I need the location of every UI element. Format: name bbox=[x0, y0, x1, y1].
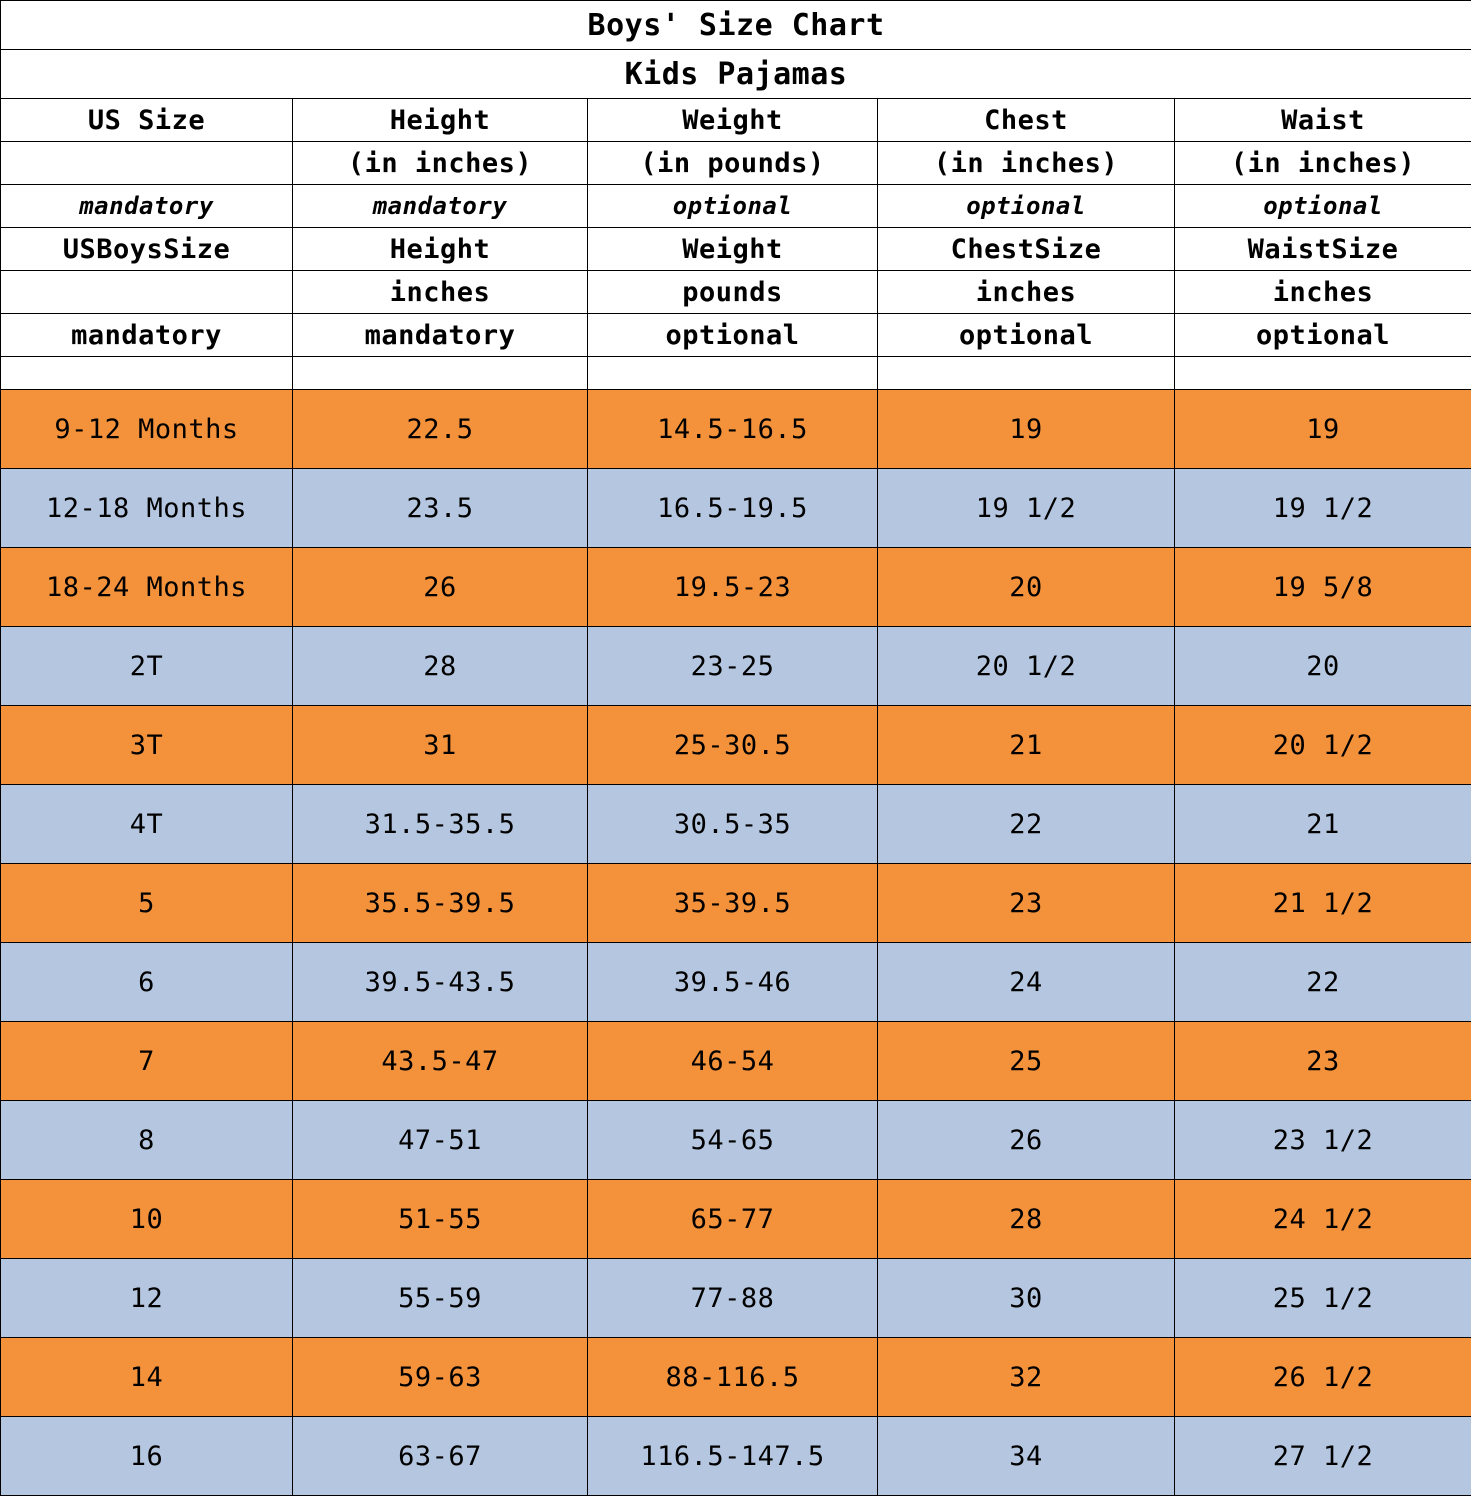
cell-height: 28 bbox=[293, 627, 588, 706]
cell-us-size: 8 bbox=[1, 1101, 293, 1180]
header-row-requirement-italic bbox=[1, 185, 1471, 228]
cell-weight: 65-77 bbox=[588, 1180, 878, 1259]
cell-chest: 19 bbox=[878, 390, 1175, 469]
spacer-cell bbox=[878, 357, 1175, 390]
cell-weight: 23-25 bbox=[588, 627, 878, 706]
cell-weight: 19.5-23 bbox=[588, 548, 878, 627]
cell-chest: 21 bbox=[878, 706, 1175, 785]
header-field-weight-unit: pounds bbox=[588, 271, 878, 314]
chart-subtitle-row bbox=[1, 50, 1471, 99]
cell-us-size: 12-18 Months bbox=[1, 469, 293, 548]
cell-us-size: 12 bbox=[1, 1259, 293, 1338]
table-row bbox=[1, 1338, 1471, 1417]
header-field-height-requirement: mandatory bbox=[293, 314, 588, 357]
cell-chest: 32 bbox=[878, 1338, 1175, 1417]
header-field-weight-requirement: optional bbox=[588, 314, 878, 357]
header-field-waistsize: WaistSize bbox=[1175, 228, 1471, 271]
header-field-chestsize-unit: inches bbox=[878, 271, 1175, 314]
header-field-waistsize-requirement: optional bbox=[1175, 314, 1471, 357]
size-rows-body bbox=[1, 390, 1471, 1496]
header-field-usboyssize-requirement: mandatory bbox=[1, 314, 293, 357]
header-row-field-units bbox=[1, 271, 1471, 314]
cell-weight: 14.5-16.5 bbox=[588, 390, 878, 469]
header-waist: Waist bbox=[1175, 99, 1471, 142]
table-row bbox=[1, 469, 1471, 548]
table-row bbox=[1, 627, 1471, 706]
header-weight: Weight bbox=[588, 99, 878, 142]
cell-waist: 23 bbox=[1175, 1022, 1471, 1101]
header-height-unit: (in inches) bbox=[293, 142, 588, 185]
chart-subtitle: Kids Pajamas bbox=[1, 50, 1471, 99]
cell-waist: 19 bbox=[1175, 390, 1471, 469]
spacer-cell bbox=[1175, 357, 1471, 390]
cell-waist: 19 5/8 bbox=[1175, 548, 1471, 627]
header-field-height: Height bbox=[293, 228, 588, 271]
spacer-row bbox=[1, 357, 1471, 390]
cell-chest: 20 bbox=[878, 548, 1175, 627]
cell-weight: 39.5-46 bbox=[588, 943, 878, 1022]
header-field-waistsize-unit: inches bbox=[1175, 271, 1471, 314]
spacer-cell bbox=[293, 357, 588, 390]
spacer-cell bbox=[588, 357, 878, 390]
cell-height: 23.5 bbox=[293, 469, 588, 548]
header-waist-unit: (in inches) bbox=[1175, 142, 1471, 185]
cell-height: 59-63 bbox=[293, 1338, 588, 1417]
cell-height: 35.5-39.5 bbox=[293, 864, 588, 943]
cell-us-size: 2T bbox=[1, 627, 293, 706]
cell-chest: 20 1/2 bbox=[878, 627, 1175, 706]
header-us-size-requirement: mandatory bbox=[1, 185, 293, 228]
header-field-height-unit: inches bbox=[293, 271, 588, 314]
cell-chest: 30 bbox=[878, 1259, 1175, 1338]
cell-us-size: 4T bbox=[1, 785, 293, 864]
table-row bbox=[1, 785, 1471, 864]
cell-waist: 27 1/2 bbox=[1175, 1417, 1471, 1496]
header-chest: Chest bbox=[878, 99, 1175, 142]
cell-waist: 24 1/2 bbox=[1175, 1180, 1471, 1259]
header-field-chestsize-requirement: optional bbox=[878, 314, 1175, 357]
cell-height: 47-51 bbox=[293, 1101, 588, 1180]
cell-us-size: 16 bbox=[1, 1417, 293, 1496]
header-field-weight: Weight bbox=[588, 228, 878, 271]
table-row bbox=[1, 390, 1471, 469]
header-field-chestsize: ChestSize bbox=[878, 228, 1175, 271]
cell-weight: 77-88 bbox=[588, 1259, 878, 1338]
chart-title-row bbox=[1, 1, 1471, 50]
table-row bbox=[1, 1259, 1471, 1338]
cell-us-size: 10 bbox=[1, 1180, 293, 1259]
cell-weight: 54-65 bbox=[588, 1101, 878, 1180]
cell-waist: 20 1/2 bbox=[1175, 706, 1471, 785]
table-row bbox=[1, 943, 1471, 1022]
header-weight-requirement: optional bbox=[588, 185, 878, 228]
cell-height: 63-67 bbox=[293, 1417, 588, 1496]
cell-us-size: 9-12 Months bbox=[1, 390, 293, 469]
cell-height: 55-59 bbox=[293, 1259, 588, 1338]
cell-height: 26 bbox=[293, 548, 588, 627]
cell-chest: 28 bbox=[878, 1180, 1175, 1259]
cell-weight: 25-30.5 bbox=[588, 706, 878, 785]
cell-waist: 21 bbox=[1175, 785, 1471, 864]
cell-us-size: 5 bbox=[1, 864, 293, 943]
chart-title: Boys' Size Chart bbox=[1, 1, 1471, 50]
cell-chest: 24 bbox=[878, 943, 1175, 1022]
table-row bbox=[1, 1417, 1471, 1496]
cell-height: 51-55 bbox=[293, 1180, 588, 1259]
cell-chest: 34 bbox=[878, 1417, 1175, 1496]
table-row bbox=[1, 864, 1471, 943]
cell-chest: 25 bbox=[878, 1022, 1175, 1101]
cell-chest: 19 1/2 bbox=[878, 469, 1175, 548]
header-row-1 bbox=[1, 99, 1471, 142]
cell-waist: 25 1/2 bbox=[1175, 1259, 1471, 1338]
cell-us-size: 3T bbox=[1, 706, 293, 785]
header-us-size-unit bbox=[1, 142, 293, 185]
cell-height: 31.5-35.5 bbox=[293, 785, 588, 864]
cell-waist: 19 1/2 bbox=[1175, 469, 1471, 548]
header-height: Height bbox=[293, 99, 588, 142]
header-weight-unit: (in pounds) bbox=[588, 142, 878, 185]
cell-us-size: 14 bbox=[1, 1338, 293, 1417]
table-row bbox=[1, 1180, 1471, 1259]
cell-weight: 88-116.5 bbox=[588, 1338, 878, 1417]
header-field-usboyssize-unit bbox=[1, 271, 293, 314]
cell-weight: 116.5-147.5 bbox=[588, 1417, 878, 1496]
cell-waist: 22 bbox=[1175, 943, 1471, 1022]
table-body bbox=[1, 1, 1471, 390]
cell-waist: 26 1/2 bbox=[1175, 1338, 1471, 1417]
cell-waist: 20 bbox=[1175, 627, 1471, 706]
spacer-cell bbox=[1, 357, 293, 390]
table-row bbox=[1, 1101, 1471, 1180]
table-row bbox=[1, 548, 1471, 627]
cell-waist: 23 1/2 bbox=[1175, 1101, 1471, 1180]
cell-waist: 21 1/2 bbox=[1175, 864, 1471, 943]
cell-weight: 46-54 bbox=[588, 1022, 878, 1101]
cell-weight: 35-39.5 bbox=[588, 864, 878, 943]
cell-chest: 22 bbox=[878, 785, 1175, 864]
cell-us-size: 6 bbox=[1, 943, 293, 1022]
cell-chest: 23 bbox=[878, 864, 1175, 943]
header-height-requirement: mandatory bbox=[293, 185, 588, 228]
cell-us-size: 7 bbox=[1, 1022, 293, 1101]
cell-height: 31 bbox=[293, 706, 588, 785]
header-field-usboyssize: USBoysSize bbox=[1, 228, 293, 271]
header-row-field-requirement bbox=[1, 314, 1471, 357]
table-row bbox=[1, 1022, 1471, 1101]
table-row bbox=[1, 706, 1471, 785]
cell-height: 43.5-47 bbox=[293, 1022, 588, 1101]
header-waist-requirement: optional bbox=[1175, 185, 1471, 228]
cell-weight: 16.5-19.5 bbox=[588, 469, 878, 548]
cell-height: 22.5 bbox=[293, 390, 588, 469]
cell-us-size: 18-24 Months bbox=[1, 548, 293, 627]
cell-chest: 26 bbox=[878, 1101, 1175, 1180]
header-row-2 bbox=[1, 142, 1471, 185]
header-row-field-names bbox=[1, 228, 1471, 271]
header-chest-requirement: optional bbox=[878, 185, 1175, 228]
cell-weight: 30.5-35 bbox=[588, 785, 878, 864]
header-chest-unit: (in inches) bbox=[878, 142, 1175, 185]
cell-height: 39.5-43.5 bbox=[293, 943, 588, 1022]
header-us-size: US Size bbox=[1, 99, 293, 142]
